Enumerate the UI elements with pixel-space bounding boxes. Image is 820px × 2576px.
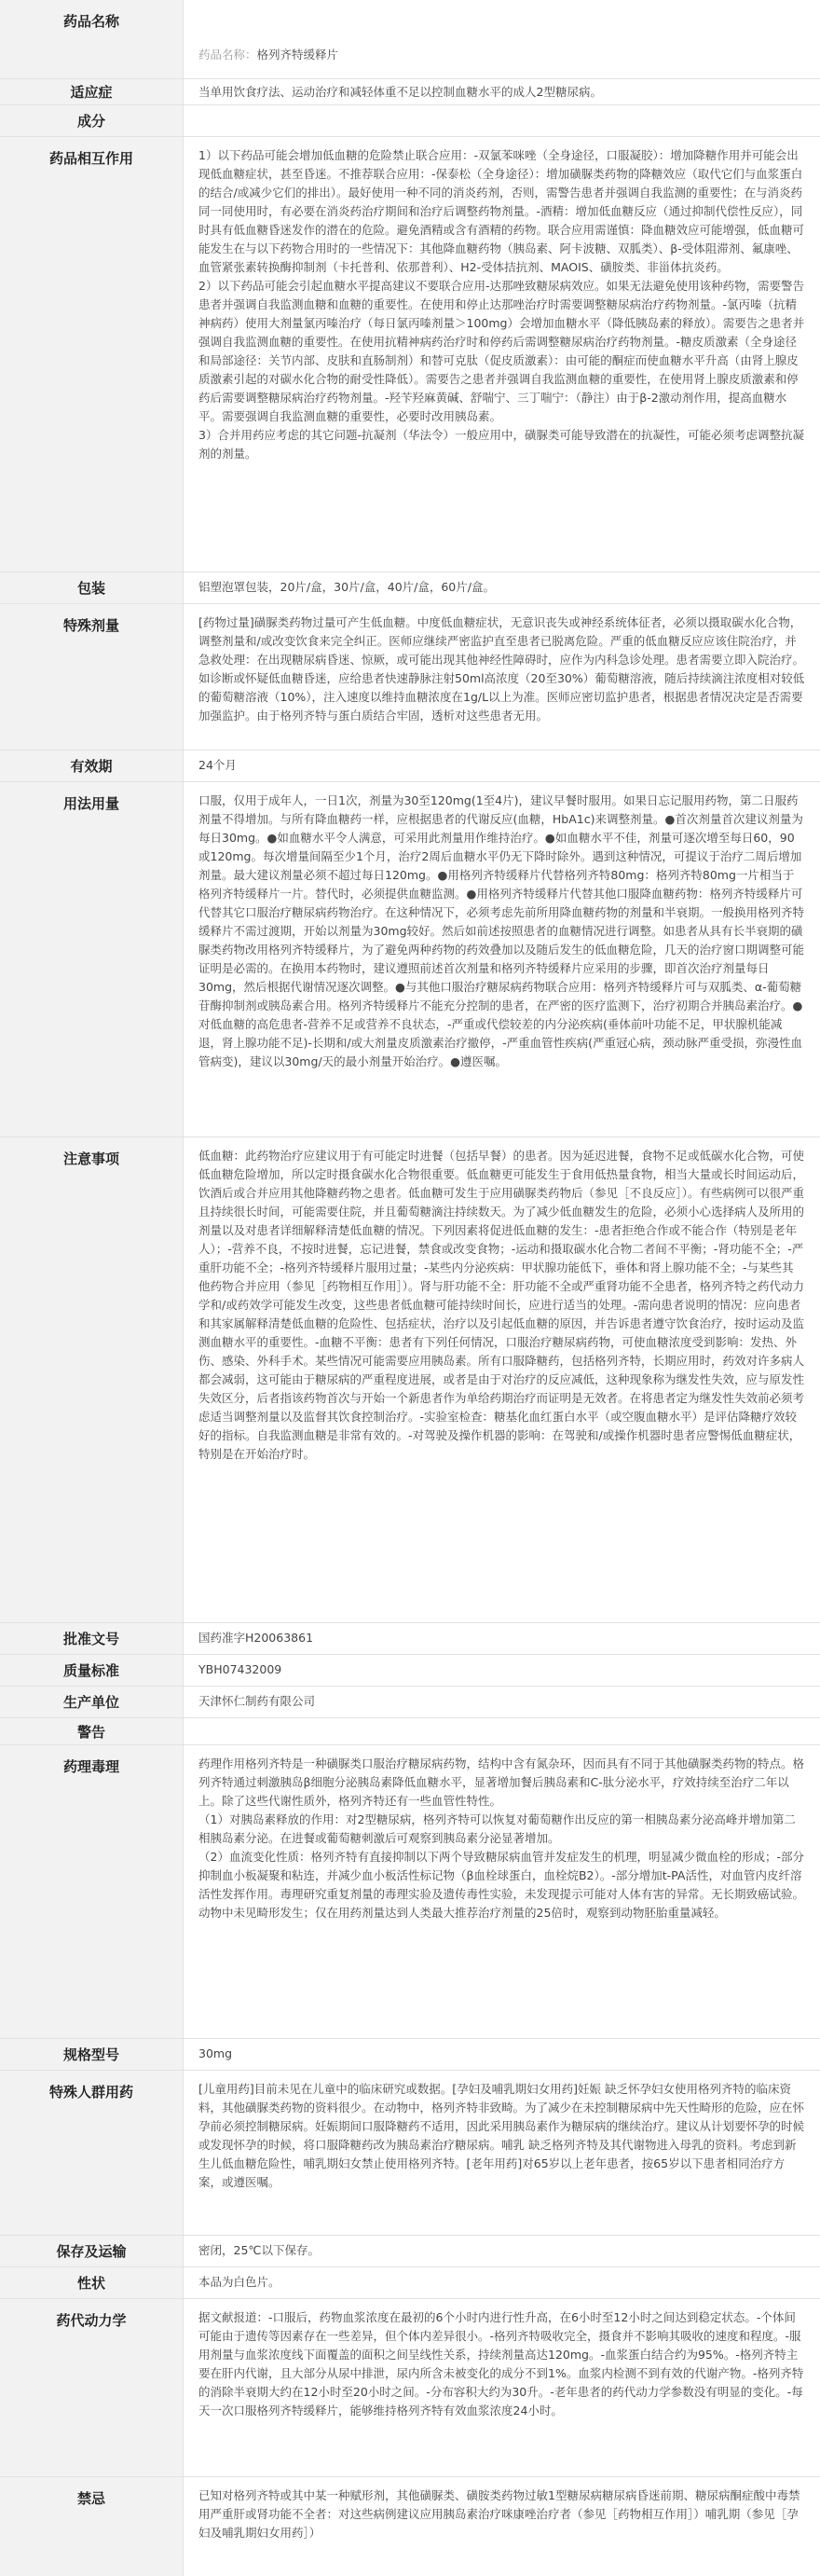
row-label: 注意事项 (0, 1137, 184, 1622)
row-value: 1）以下药品可能会增加低血糖的危险禁止联合应用：-双氯苯咪唑（全身途径，口服凝胶）：增加降糖作用并可能会出现低血糖症状，甚至昏迷。不推荐联合应用：-保泰松（全身途径）：增加磺脲类药物的降糖效应（取代它们与血浆蛋白的结合/或减少它们的排出）。最好使用一种不同的消炎药剂，否则，需警告患者并强调自我监测的重要性；在与消炎药同一同使用时，有必要在消炎药治疗期间和治疗后调整药物剂量。-酒精：增加低血糖反应（通过抑制代偿性反应），同时具有低血糖昏迷发作的潜在的危险。避免酒精或含有酒精的药物。联合应用需谨慎：降血糖效应可能增强，低血糖可能发生在与以下药物合用时的一些情况下：其他降血糖药物（胰岛素、阿卡波糖、双胍类）、β-受体阻滞剂、氟康唑、血管紧张素转换酶抑制剂（卡托普利、依那普利）、H2-受体拮抗剂、MAOIS、磺胺类、非甾体抗炎药。 2）以下药品可能会引起血糖水平提高建议不要联合应用-达那唑致糖尿病效应。如果无法避免使用该种药物，需要警告患者并强调自我监测血糖和血糖的重要性。在使用和停止达那唑治疗时需要调整糖尿病治疗药物剂量。-氯丙嗪（抗精神病药）使用大剂量氯丙嗪治疗（每日氯丙嗪剂量＞100mg）会增加血糖水平（降低胰岛素的释放）。需要告之患者并强调自我监测血糖的重要性。在使用抗精神病药治疗时和停药后需调整糖尿病治疗药物剂量。-糖皮质激素（全身途径和局部途径：关节内部、皮肤和直肠制剂）和替可克肽（促皮质激素）：由可能的酮症而使血糖水平升高（由肾上腺皮质激素引起的对碳水化合物的耐受性降低）。需要告之患者并强调自我监测血糖的重要性，在使用肾上腺皮质激素和停药后需要调整糖尿病治疗药物剂量。-羟苄羟麻黄碱、舒喘宁、三丁喘宁：（静注）由于β-2激动剂作用，提高血糖水平。需要强调自我监测血糖的重要性，必要时改用胰岛素。 3）合并用药应考虑的其它问题-抗凝剂（华法令）一般应用中，磺脲类可能导致潜在的抗凝性，可能必须考虑调整抗凝剂的剂量。 (198, 148, 805, 461)
row-label: 包装 (0, 572, 184, 603)
name-key: 药品名称： (198, 48, 257, 62)
drug-name-lines (184, 0, 820, 78)
row-label: 适应症 (0, 79, 184, 104)
row-label: 特殊剂量 (0, 604, 184, 750)
row-storage (0, 2236, 820, 2267)
row-label: 药品名称 (0, 0, 184, 78)
row-interactions (0, 137, 820, 572)
row-label: 药理毒理 (0, 1745, 184, 2038)
row-value: 已知对格列齐特或其中某一种赋形剂，其他磺脲类、磺胺类药物过敏1型糖尿病糖尿病昏迷前期、糖尿病酮症酸中毒禁用严重肝或肾功能不全者：对这些病例建议应用胰岛素治疗咪康唑治疗者（参见［药物相互作用］）哺乳期（参见［孕妇及哺乳期妇女用药］） (198, 2488, 800, 2540)
row-quality-standard (0, 1655, 820, 1687)
row-label: 性状 (0, 2267, 184, 2298)
row-label: 禁忌 (0, 2477, 184, 2576)
row-value: 口服，仅用于成年人，一日1次，剂量为30至120mg(1至4片)，建议早餐时服用。如果日忘记服用药物，第二日服药剂量不得增加。与所有降血糖药一样，应根据患者的代谢反应(血糖，HbA1c)来调整剂量。●首次剂量首次建议剂量为每日30mg。●如血糖水平令人满意，可采用此剂量用作维持治疗。●如血糖水平不佳，剂量可逐次增至每日60，90或120mg。每次增量间隔至少1个月，治疗2周后血糖水平仍无下降时除外。遇到这种情况，可提议于治疗二周后增加剂量。最大建议剂量必须不超过每日120mg。●用格列齐特缓释片代替格列齐特80mg：格列齐特80mg一片相当于格列齐特缓释片一片。替代时，必须提供血糖监测。●用格列齐特缓释片代替其他口服降血糖药物：格列齐特缓释片可代替其它口服治疗糖尿病药物治疗。在这种情况下，必须考虑先前所用降血糖药物的剂量和半衰期。一般换用格列齐特缓释片不需过渡期，开始以剂量为30mg较好。然后如前述按照患者的血糖情况进行调整。如患者从具有长半衰期的磺脲类药物改用格列齐特缓释片，为了避免两种药物的药效叠加以及随后发生的低血糖危险，几天的治疗窗口期调整可能证明是必需的。在换用本药物时，建议遵照前述首次剂量和格列齐特缓释片应采用的步骤，即首次治疗剂量每日30mg，然后根据代谢情况逐次调整。●与其他口服治疗糖尿病药物联合应用：格列齐特缓释片可与双胍类、α-葡萄糖苷酶抑制剂或胰岛素合用。格列齐特缓释片不能充分控制的患者，在严密的医疗监测下，治疗初期合并胰岛素治疗。●对低血糖的高危患者-营养不足或营养不良状态，-严重或代偿较差的内分泌疾病(垂体前叶功能不足，甲状腺机能减退，肾上腺功能不足)-长期和/或大剂量皮质激素治疗撤停，-严重血管性疾病(严重冠心病，颈动脉严重受损，弥漫性血管病变)，建议以30mg/天的最小剂量开始治疗。●遵医嘱。 (198, 793, 805, 1068)
row-special-populations (0, 2071, 820, 2236)
row-dosage (0, 782, 820, 1137)
row-value: [药物过量]磺脲类药物过量可产生低血糖。中度低血糖症状，无意识丧失或神经系统体征者，必须以摄取碳水化合物，调整剂量和/或改变饮食来完全纠正。医师应继续严密监护直至患者已脱离危险。严重的低血糖反应应该住院治疗，并急救处理：在出现糖尿病昏迷、惊厥，或可能出现其他神经性障碍时，应作为内科急诊处理。患者需要立即入院治疗。如诊断或怀疑低血糖昏迷，应给患者快速静脉注射50ml高浓度（20至30%）葡萄糖溶液，随后持续滴注浓度相对较低的葡萄糖溶液（10%），注入速度以维持血糖浓度在1g/L以上为准。医师应密切监护患者，根据患者情况决定是否需要加强监护。由于格列齐特与蛋白质结合牢固，透析对这些患者无用。 (198, 615, 805, 723)
row-value: 国药准字H20063861 (198, 1631, 314, 1645)
row-label: 生产单位 (0, 1687, 184, 1717)
row-label: 成分 (0, 105, 184, 136)
row-value: 密闭，25℃以下保存。 (198, 2243, 320, 2257)
row-precautions (0, 1137, 820, 1623)
row-value: 本品为白色片。 (198, 2275, 280, 2289)
row-drug-name (0, 0, 820, 79)
row-label: 规格型号 (0, 2039, 184, 2070)
row-label: 特殊人群用药 (0, 2071, 184, 2235)
row-specification (0, 2039, 820, 2071)
name-value: 格列齐特缓释片 (256, 48, 339, 62)
row-label: 警告 (0, 1718, 184, 1744)
row-label: 保存及运输 (0, 2236, 184, 2266)
row-manufacturer (0, 1687, 820, 1718)
row-description (0, 2267, 820, 2299)
row-indication (0, 79, 820, 105)
row-pharmacology (0, 1745, 820, 2039)
row-pharmacokinetics (0, 2299, 820, 2477)
row-label: 用法用量 (0, 782, 184, 1136)
row-value: 药理作用格列齐特是一种磺脲类口服治疗糖尿病药物，结构中含有氮杂环，因而具有不同于其他磺脲类药物的特点。格列齐特通过刺激胰岛β细胞分泌胰岛素降低血糖水平，显著增加餐后胰岛素和C-肽分泌水平，疗效持续至治疗二年以上。除了这些代谢性质外，格列齐特还有一些血管性特性。 （1）对胰岛素释放的作用：对2型糖尿病，格列齐特可以恢复对葡萄糖作出反应的第一相胰岛素分泌高峰并增加第二相胰岛素分泌。在进餐或葡萄糖刺激后可观察到胰岛素分泌显著增加。 （2）血流变化性质：格列齐特有直接抑制以下两个导致糖尿病血管并发症发生的机理，明显减少微血栓的形成；-部分抑制血小板凝聚和粘连，并减少血小板活性标记物（β血栓球蛋白，血栓烷B2）。-部分增加t-PA活性，对血管内皮纤溶活性发挥作用。毒理研究重复剂量的毒理实验及遗传毒性实验，未发现提示可能对人体有害的异常。无长期致癌试验。动物中未见畸形发生；仅在用药剂量达到人类最大推荐治疗剂量的25倍时，观察到动物胚胎重量减轻。 (198, 1756, 805, 1920)
row-value: 24个月 (198, 758, 237, 772)
row-value: 据文献报道：-口服后，药物血浆浓度在最初的6个小时内进行性升高，在6小时至12小时之间达到稳定状态。-个体间可能由于遗传等因素存在一些差异，但个体内差异很小。-格列齐特吸收完全，摄食并不影响其吸收的速度和程度。-服用剂量与血浆浓度线下面覆盖的面积之间呈线性关系，持续剂量高达120mg。-血浆蛋白结合约为95%。-格列齐特主要在肝内代谢，且大部分从尿中排泄，尿内所含未被变化的成分不到1%。血浆内检测不到有效的代谢产物。-格列齐特的消除半衰期大约在12小时至20小时之间。-分布容积大约为30升。-老年患者的药代动力学参数没有明显的变化。-每天一次口服格列齐特缓释片，能够维持格列齐特有效血浆浓度24小时。 (198, 2310, 804, 2418)
row-warning (0, 1718, 820, 1745)
row-value: 铝塑泡罩包装，20片/盒，30片/盒，40片/盒，60片/盒。 (198, 580, 495, 594)
row-value: 30mg (198, 2046, 233, 2060)
row-value: 低血糖：此药物治疗应建议用于有可能定时进餐（包括早餐）的患者。因为延迟进餐，食物不足或低碳水化合物，可使低血糖危险增加，所以定时摄食碳水化合物很重要。低血糖更可能发生于食用低热量食物，相当大量或长时间运动后，饮酒后或合并应用其他降糖药物之患者。低血糖可发生于应用磺脲类药物后（参见［不良反应］）。有些病例可以很严重且持续很长时间，可能需要住院，并且葡萄糖滴注持续数天。为了减少低血糖发生的危险，必须小心选择病人及所用的剂量以及对患者详细解释清楚低血糖的情况。下列因素将促进低血糖的发生：-患者拒绝合作或不能合作（特别是老年人）；-营养不良，不按时进餐，忘记进餐，禁食或改变食物；-运动和摄取碳水化合物二者间不平衡；-肾功能不全；-严重肝功能不全；-格列齐特缓释片服用过量；-某些内分泌疾病：甲状腺功能低下，垂体和肾上腺功能不全；-与某些其他药物合并应用（参见［药物相互作用］）。肾与肝功能不全：肝功能不全或严重肾功能不全患者，格列齐特之药代动力学和/或药效学可能发生改变，这些患者低血糖可能持续时间长，应进行适当的处理。-需向患者说明的情况：应向患者和其家属解释清楚低血糖的危险性、包括症状，治疗以及引起低血糖的原因，并告诉患者遵守饮食治疗，按时运动及监测血糖水平的重要性。-血糖不平衡：患者有下列任何情况，口服治疗糖尿病药物，可使血糖浓度受到影响：发热、外伤、感染、外科手术。某些情况可能需要应用胰岛素。所有口服降糖药，包括格列齐特，长期应用时，药效对许多病人都会减弱，这可能由于糖尿病的严重程度进展，或者是由于对治疗的反应减低，这种现象称为继发性失效，应与原发性失效区分，后者指该药物首次与开始一个新患者作为单给药期治疗而证明是无效者。在将患者定为继发性失效前必须考虑适当调整剂量以及监督其饮食控制治疗。-实验室检查：糖基化血红蛋白水平（或空腹血糖水平）是评估降糖疗效较好的指标。自我监测血糖是非常有效的。-对驾驶及操作机器的影响：在驾驶和/或操作机器时患者应警惕低血糖症状，特别是在开始治疗时。 (198, 1149, 805, 1461)
row-value: 当单用饮食疗法、运动治疗和减轻体重不足以控制血糖水平的成人2型糖尿病。 (198, 85, 602, 99)
row-label: 药品相互作用 (0, 137, 184, 572)
row-approval-number (0, 1623, 820, 1655)
row-label: 质量标准 (0, 1655, 184, 1686)
row-value (184, 105, 820, 136)
row-label: 药代动力学 (0, 2299, 184, 2476)
row-ingredients (0, 105, 820, 137)
row-value: YBH07432009 (198, 1662, 282, 1676)
row-contraindications (0, 2477, 820, 2576)
row-value: 天津怀仁制药有限公司 (198, 1694, 316, 1708)
row-value (184, 1718, 820, 1744)
row-label: 批准文号 (0, 1623, 184, 1654)
row-packaging (0, 572, 820, 604)
row-value: [儿童用药]目前未见在儿童中的临床研究或数据。[孕妇及哺乳期妇女用药]妊娠 缺乏怀孕妇女使用格列齐特的临床资料，其他磺脲类药物的资料很少。在动物中，格列齐特非致畸。为了减少在未控制糖尿病中先天性畸形的危险，应在怀孕前必须控制糖尿病。妊娠期间口服降糖药不适用，因此采用胰岛素作为糖尿病的继续治疗。建议从计划要怀孕的时候或发现怀孕的时候，将口服降糖药改为胰岛素治疗糖尿病。哺乳 缺乏格列齐特及其代谢物进入母乳的资料。考虑到新生儿低血糖危险性，哺乳期妇女禁止使用格列齐特。[老年用药]对65岁以上老年患者，按65岁以下患者相同治疗方案，或遵医嘱。 (198, 2082, 805, 2189)
row-overdose (0, 604, 820, 751)
row-label: 有效期 (0, 751, 184, 781)
row-expiry (0, 751, 820, 782)
